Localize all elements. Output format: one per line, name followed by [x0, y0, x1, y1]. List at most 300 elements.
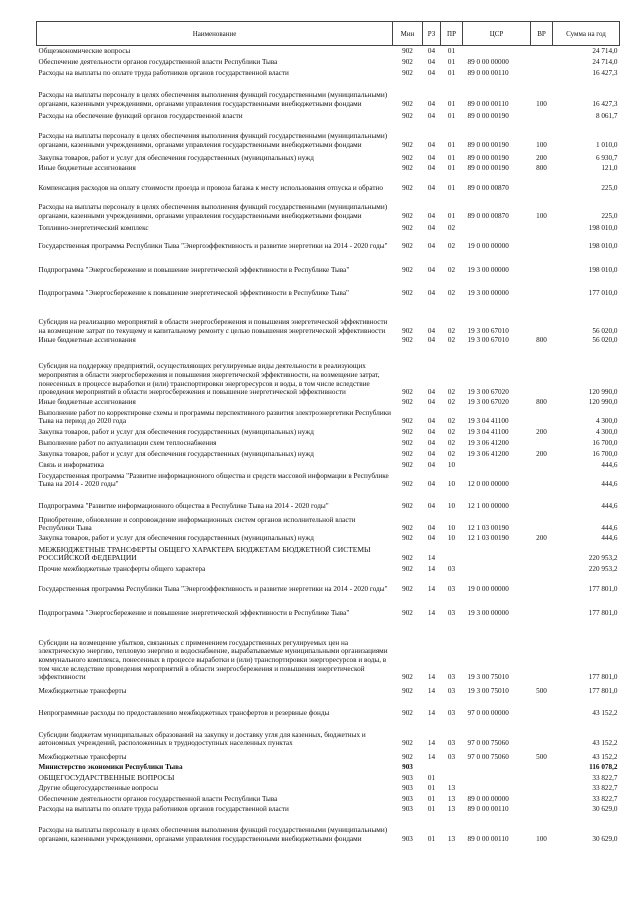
cell-name: Расходы на выплаты персоналу в целях обеспечения выполнения функций государственными (муниципальными) органами, казенными учреждениями, органами управления государственными внебюджетными фондами	[38, 132, 388, 149]
cell-rz: 04	[427, 524, 436, 533]
cell-name: Закупка товаров, работ и услуг для обеспечения государственных (муниципальных) нужд	[38, 534, 314, 543]
cell-name: Подпрограмма "Энергосбережение к повышение энергетической эффективности в Республике Тыва"	[38, 288, 349, 297]
cell-vr	[531, 719, 553, 749]
cell-rz: 04	[427, 326, 436, 335]
header-vr: ВР	[531, 22, 553, 46]
cell-pr: 02	[447, 336, 456, 345]
cell-pr: 03	[447, 565, 456, 574]
cell-rz: 04	[427, 111, 436, 120]
header-pr: ПР	[441, 22, 463, 46]
cell-vr	[531, 346, 553, 398]
cell-sum: 8 061,7	[595, 111, 618, 120]
header-min: Мин	[393, 22, 423, 46]
cell-rz: 01	[427, 794, 436, 803]
cell-min: 902	[402, 480, 413, 489]
table-row	[37, 719, 620, 749]
cell-pr: 01	[447, 99, 456, 108]
table-row	[37, 398, 620, 408]
cell-csr: 12 1 03 00190	[467, 534, 509, 543]
cell-csr: 12 1 03 00190	[467, 524, 509, 533]
cell-csr: 19 3 00 00000	[467, 288, 509, 297]
cell-pr: 10	[447, 524, 456, 533]
cell-rz: 04	[427, 288, 436, 297]
cell-csr: 89 0 00 00190	[467, 163, 509, 172]
cell-pr: 01	[447, 140, 456, 149]
table-row	[37, 564, 620, 575]
cell-csr: 19 3 04 41100	[467, 428, 509, 437]
table-row	[37, 173, 620, 193]
cell-vr	[531, 46, 553, 57]
cell-vr	[531, 438, 553, 449]
cell-sum: 220 953,2	[588, 554, 618, 563]
cell-vr	[531, 221, 553, 233]
cell-vr: 500	[536, 753, 547, 762]
cell-vr: 100	[536, 140, 547, 149]
cell-min: 902	[402, 111, 413, 120]
cell-sum: 33 822,7	[592, 794, 618, 803]
table-row	[37, 251, 620, 275]
cell-vr	[531, 233, 553, 251]
cell-name: Расходы на выплаты персоналу в целях обеспечения выполнения функций государственными (муниципальными) органами, казенными учреждениями, органами управления государственными внебюджетными фондами	[38, 826, 388, 843]
header-csr: ЦСР	[463, 22, 531, 46]
cell-sum: 43 152,2	[592, 709, 618, 718]
table-row	[37, 193, 620, 221]
cell-sum: 4 300,0	[595, 417, 618, 426]
cell-pr: 03	[447, 739, 456, 748]
cell-sum: 177 801,0	[588, 585, 618, 594]
cell-vr	[531, 697, 553, 719]
cell-vr	[531, 490, 553, 512]
cell-pr: 10	[447, 502, 456, 511]
cell-pr: 02	[447, 450, 456, 459]
cell-rz: 04	[427, 241, 436, 250]
cell-sum: 198 010,0	[588, 223, 618, 232]
cell-min: 903	[402, 804, 413, 813]
cell-sum: 43 152,2	[592, 753, 618, 762]
cell-min: 902	[402, 565, 413, 574]
cell-vr: 100	[536, 834, 547, 843]
cell-name: Расходы на выплаты по оплате труда работников органов государственной власти	[38, 68, 289, 77]
cell-min: 902	[402, 398, 413, 407]
cell-name: Компенсация расходов на оплату стоимости проезда и провоза багажа к месту использования отпуска и обратно	[38, 183, 383, 192]
cell-vr	[531, 763, 553, 773]
cell-name: Иные бюджетные ассигнования	[38, 163, 136, 172]
cell-rz: 14	[427, 709, 436, 718]
cell-name: Межбюджетные трансферты	[38, 753, 127, 762]
cell-rz: 14	[427, 739, 436, 748]
cell-pr: 13	[447, 834, 456, 843]
cell-name: Связь и информатика	[38, 461, 104, 470]
cell-rz: 04	[427, 183, 436, 192]
table-row	[37, 793, 620, 804]
cell-sum: 220 953,2	[588, 565, 618, 574]
table-row	[37, 346, 620, 398]
cell-min: 903	[402, 834, 413, 843]
table-row	[37, 57, 620, 68]
table-body	[37, 46, 620, 845]
cell-csr: 19 0 00 00000	[467, 585, 509, 594]
cell-name: МЕЖБЮДЖЕТНЫЕ ТРАНСФЕРТЫ ОБЩЕГО ХАРАКТЕРА БЮДЖЕТАМ БЮДЖЕТНОЙ СИСТЕМЫ РОССИЙСКОЙ ФЕДЕРАЦИИ	[38, 544, 371, 563]
cell-csr: 97 0 00 00000	[467, 709, 509, 718]
cell-vr: 200	[536, 428, 547, 437]
cell-min: 902	[402, 417, 413, 426]
cell-sum: 177 801,0	[588, 687, 618, 696]
cell-vr	[531, 471, 553, 490]
cell-sum: 56 020,0	[592, 326, 618, 335]
cell-pr: 02	[447, 326, 456, 335]
cell-pr: 02	[447, 388, 456, 397]
cell-rz: 04	[427, 461, 436, 470]
table-row	[37, 763, 620, 773]
cell-csr: 19 3 00 67020	[467, 398, 509, 407]
cell-pr: 03	[447, 687, 456, 696]
cell-csr: 89 0 00 00110	[467, 804, 509, 813]
cell-rz: 04	[427, 223, 436, 232]
cell-sum: 444,6	[601, 480, 618, 489]
cell-vr	[531, 595, 553, 619]
cell-min: 902	[402, 265, 413, 274]
cell-pr	[441, 544, 463, 564]
cell-name: Обеспечение деятельности органов государственной власти Республики Тыва	[38, 57, 278, 66]
cell-name: Министерство экономики Республики Тыва	[38, 762, 183, 771]
table-row	[37, 595, 620, 619]
cell-pr: 01	[447, 211, 456, 220]
table-row	[37, 697, 620, 719]
cell-vr	[531, 564, 553, 575]
cell-rz: 14	[427, 673, 436, 682]
cell-name: Непрограммные расходы по предоставлению межбюджетных трансфертов и резервные фонды	[38, 709, 330, 718]
cell-name: Закупка товаров, работ и услуг для обеспечения государственных (муниципальных) нужд	[38, 153, 314, 162]
cell-pr: 03	[447, 753, 456, 762]
header-sum: Сумма на год	[553, 22, 620, 46]
cell-pr: 02	[447, 288, 456, 297]
cell-pr	[441, 763, 463, 773]
header-name: Наименование	[37, 22, 393, 46]
cell-name: Приобретение, обновление и сопровождение информационных систем органов исполнительной власти Республики Тыва	[38, 515, 356, 533]
cell-min: 902	[402, 461, 413, 470]
cell-vr	[531, 173, 553, 193]
cell-rz: 04	[427, 336, 436, 345]
cell-name: Расходы на обеспечение функций органов государственной власти	[38, 111, 243, 120]
cell-vr	[531, 619, 553, 683]
cell-csr	[463, 460, 531, 471]
cell-min: 902	[402, 585, 413, 594]
cell-sum: 16 427,3	[592, 99, 618, 108]
cell-rz: 01	[427, 783, 436, 792]
cell-vr	[531, 298, 553, 336]
cell-csr: 12 0 00 00000	[467, 480, 509, 489]
table-row	[37, 336, 620, 346]
cell-csr	[463, 564, 531, 575]
cell-sum: 225,0	[601, 183, 618, 192]
cell-rz	[423, 763, 441, 773]
cell-sum: 4 300,0	[595, 428, 618, 437]
cell-vr	[531, 110, 553, 122]
cell-name: Иные бюджетные ассигнования	[38, 398, 136, 407]
cell-name: Расходы на выплаты персоналу в целях обеспечения выполнения функций государственными (муниципальными) органами, казенными учреждениями, органами управления государственными внебюджетными фондами	[38, 91, 388, 108]
cell-rz: 04	[427, 211, 436, 220]
cell-rz: 04	[427, 534, 436, 543]
cell-csr: 89 0 00 00110	[467, 99, 509, 108]
cell-name: Межбюджетные трансферты	[38, 687, 127, 696]
cell-min: 902	[402, 439, 413, 448]
cell-name: Общеэкономические вопросы	[38, 46, 131, 55]
cell-name: Государственная программа Республики Тыва "Энергоэффективность и развитие энергетики на 2014 - 2020 годы"	[38, 585, 388, 594]
cell-min: 902	[402, 211, 413, 220]
cell-name: Выполнение работ по корректировке схемы и программы перспективного развития электроэнергетики Республики Тыва на период до 2020 года	[38, 408, 392, 426]
cell-sum: 16 700,0	[592, 450, 618, 459]
cell-min: 902	[402, 450, 413, 459]
table-row	[37, 46, 620, 57]
cell-min: 903	[402, 794, 413, 803]
cell-sum: 225,0	[601, 211, 618, 220]
cell-csr: 19 3 00 75010	[467, 687, 509, 696]
table-row	[37, 804, 620, 814]
table-row	[37, 460, 620, 471]
cell-csr: 19 3 00 00000	[467, 609, 509, 618]
cell-vr	[531, 512, 553, 534]
cell-csr	[463, 783, 531, 793]
cell-pr: 10	[447, 480, 456, 489]
cell-rz: 04	[427, 398, 436, 407]
table-row	[37, 275, 620, 298]
table-row	[37, 749, 620, 763]
cell-name: Субсидии бюджетам муниципальных образований на закупку и доставку угля для казенных, бюджетных и автономных учреждений, расположенных в труднодоступных населенных пунктах	[38, 730, 366, 748]
cell-vr	[531, 460, 553, 471]
cell-rz: 14	[427, 753, 436, 762]
cell-rz: 04	[427, 502, 436, 511]
cell-name: Расходы на выплаты персоналу в целях обеспечения выполнения функций государственными (муниципальными) органами, казенными учреждениями, органами управления государственными внебюджетными фондами	[38, 202, 388, 220]
cell-sum: 177 801,0	[588, 673, 618, 682]
table-row	[37, 783, 620, 793]
cell-rz: 04	[427, 163, 436, 172]
cell-csr: 89 0 00 00000	[467, 57, 509, 66]
cell-sum: 444,6	[601, 534, 618, 543]
cell-pr	[441, 772, 463, 783]
cell-min: 902	[402, 428, 413, 437]
cell-pr: 02	[447, 439, 456, 448]
cell-pr: 03	[447, 609, 456, 618]
cell-pr: 02	[447, 241, 456, 250]
cell-rz: 01	[427, 804, 436, 813]
cell-csr: 19 3 06 41200	[467, 450, 509, 459]
cell-pr: 03	[447, 709, 456, 718]
cell-vr	[531, 251, 553, 275]
cell-vr	[531, 57, 553, 68]
cell-rz: 04	[427, 417, 436, 426]
cell-pr: 02	[447, 417, 456, 426]
table-row	[37, 449, 620, 460]
cell-name: Закупка товаров, работ и услуг для обеспечения государственных (муниципальных) нужд	[38, 428, 314, 437]
cell-rz: 04	[427, 99, 436, 108]
cell-pr: 01	[447, 68, 456, 77]
cell-vr	[531, 772, 553, 783]
cell-rz: 14	[427, 554, 436, 563]
cell-min: 903	[402, 773, 413, 782]
cell-name: Расходы на выплаты по оплате труда работников органов государственной власти	[38, 804, 289, 813]
cell-csr: 19 3 00 67020	[467, 388, 509, 397]
cell-sum: 1 010,0	[595, 140, 618, 149]
table-row	[37, 408, 620, 427]
cell-sum: 56 020,0	[592, 336, 618, 345]
cell-sum: 43 152,2	[592, 739, 618, 748]
cell-vr: 800	[536, 163, 547, 172]
cell-csr	[463, 221, 531, 233]
table-row	[37, 512, 620, 534]
table-row	[37, 233, 620, 251]
cell-sum: 30 629,0	[592, 834, 618, 843]
cell-name: Субсидии на возмещение убытков, связанных с применением государственных регулируемых цен на электрическую энергию, тепловую энергию и водоснабжение, вырабатываемые муниципальными организациями коммунального комплекса, понесенных в процессе выработки и (или) транспортировки энергоресурсов и воды, в том числе вследствие проведения мероприятий в области энергосбережения и повышения энергетической эффективности	[38, 638, 388, 682]
cell-min: 902	[402, 288, 413, 297]
table-row	[37, 471, 620, 490]
cell-csr: 89 0 00 00870	[467, 183, 509, 192]
cell-rz: 14	[427, 585, 436, 594]
cell-csr: 19 3 00 00000	[467, 265, 509, 274]
cell-csr: 89 0 00 00190	[467, 140, 509, 149]
cell-name: Государственная программа "Развитие информационного общества и средств массовой информации в Республике Тыва на 2014 - 2020 годы"	[38, 471, 389, 489]
cell-pr: 13	[447, 783, 456, 792]
cell-rz: 04	[427, 68, 436, 77]
cell-vr: 500	[536, 687, 547, 696]
table-row	[37, 164, 620, 174]
cell-pr: 03	[447, 673, 456, 682]
cell-min: 902	[402, 502, 413, 511]
cell-pr: 01	[447, 183, 456, 192]
cell-sum: 444,6	[601, 461, 618, 470]
cell-csr: 97 0 00 75060	[467, 739, 509, 748]
cell-csr: 12 1 00 00000	[467, 502, 509, 511]
cell-rz: 04	[427, 57, 436, 66]
cell-vr	[531, 408, 553, 427]
budget-document	[36, 21, 619, 844]
cell-min: 902	[402, 709, 413, 718]
table-row	[37, 298, 620, 336]
cell-sum: 198 010,0	[588, 241, 618, 250]
cell-min: 902	[402, 57, 413, 66]
cell-min: 903	[402, 783, 413, 792]
cell-rz: 04	[427, 153, 436, 162]
cell-vr	[531, 544, 553, 564]
table-row	[37, 534, 620, 544]
cell-sum: 444,6	[601, 502, 618, 511]
cell-pr: 13	[447, 804, 456, 813]
cell-name: Субсидия на поддержку предприятий, осуществляющих регулируемые виды деятельности в реализующих мероприятия в области энергосбережения и повышения энергетической эффективности, на возмещение затрат, понесенных в процессе выработки и (или) транспортировки энергоресурсов и воды, в том числе вследствие проведения мероприятий в области энергосбережения и повышение энергетической эффективности	[38, 362, 380, 397]
table-row	[37, 110, 620, 122]
cell-vr: 100	[536, 211, 547, 220]
cell-rz: 04	[427, 265, 436, 274]
cell-sum: 120 990,0	[588, 398, 618, 407]
cell-pr: 10	[447, 534, 456, 543]
cell-min: 902	[402, 241, 413, 250]
cell-rz: 04	[427, 388, 436, 397]
table-row	[37, 68, 620, 79]
cell-csr: 89 0 00 00110	[467, 68, 509, 77]
table-row	[37, 490, 620, 512]
cell-vr: 200	[536, 153, 547, 162]
cell-min: 902	[402, 753, 413, 762]
cell-sum: 16 427,3	[592, 68, 618, 77]
cell-rz: 04	[427, 428, 436, 437]
cell-name: Иные бюджетные ассигнования	[38, 336, 136, 345]
cell-csr: 89 0 00 00190	[467, 111, 509, 120]
cell-min: 902	[402, 534, 413, 543]
cell-sum: 198 010,0	[588, 265, 618, 274]
cell-csr	[463, 763, 531, 773]
table-row	[37, 122, 620, 151]
cell-sum: 116 078,2	[589, 762, 618, 771]
cell-vr: 200	[536, 450, 547, 459]
cell-name: Выполнение работ по актуализации схем теплоснабжения	[38, 439, 217, 448]
cell-csr: 97 0 00 75060	[467, 753, 509, 762]
cell-vr	[531, 793, 553, 804]
cell-name: Государственная программа Республики Тыва "Энергоэффективность и развитие энергетики на 2014 - 2020 годы"	[38, 241, 388, 250]
cell-csr: 19 3 00 67010	[467, 326, 509, 335]
cell-min: 902	[402, 739, 413, 748]
cell-sum: 6 930,7	[595, 153, 618, 162]
cell-csr: 19 3 04 41100	[467, 417, 509, 426]
cell-min: 902	[402, 140, 413, 149]
cell-vr	[531, 575, 553, 595]
cell-rz: 04	[427, 480, 436, 489]
cell-pr: 02	[447, 265, 456, 274]
cell-min: 903	[402, 762, 413, 771]
cell-csr: 19 3 06 41200	[467, 439, 509, 448]
table-row	[37, 619, 620, 683]
cell-min: 902	[402, 326, 413, 335]
cell-min: 902	[402, 183, 413, 192]
cell-min: 902	[402, 336, 413, 345]
cell-vr	[531, 275, 553, 298]
cell-csr: 19 3 00 75010	[467, 673, 509, 682]
cell-rz: 04	[427, 46, 436, 55]
cell-min: 902	[402, 46, 413, 55]
cell-csr: 19 0 00 00000	[467, 241, 509, 250]
cell-vr: 800	[536, 398, 547, 407]
cell-sum: 33 822,7	[592, 773, 618, 782]
cell-csr: 89 0 00 00000	[467, 794, 509, 803]
cell-pr: 01	[447, 111, 456, 120]
cell-vr: 100	[536, 99, 547, 108]
cell-name: Обеспечение деятельности органов государственной власти Республики Тыва	[38, 794, 278, 803]
cell-pr: 02	[447, 428, 456, 437]
cell-sum: 444,6	[601, 524, 618, 533]
cell-min: 902	[402, 99, 413, 108]
cell-min: 902	[402, 153, 413, 162]
cell-csr: 19 3 00 67010	[467, 336, 509, 345]
cell-csr	[463, 772, 531, 783]
cell-vr	[531, 68, 553, 79]
table-row	[37, 151, 620, 164]
table-row	[37, 683, 620, 697]
cell-rz: 04	[427, 140, 436, 149]
cell-pr: 02	[447, 223, 456, 232]
cell-rz: 14	[427, 687, 436, 696]
cell-min: 902	[402, 524, 413, 533]
cell-min: 902	[402, 163, 413, 172]
cell-min: 902	[402, 609, 413, 618]
cell-sum: 24 714,0	[592, 57, 618, 66]
cell-vr	[531, 783, 553, 793]
cell-csr	[463, 46, 531, 57]
cell-rz: 14	[427, 609, 436, 618]
cell-name: Подпрограмма "Развитие информационного общества в Республике Тыва на 2014 - 2020 годы"	[38, 502, 329, 511]
cell-name: Закупка товаров, работ и услуг для обеспечения государственных (муниципальных) нужд	[38, 450, 314, 459]
cell-rz: 14	[427, 565, 436, 574]
cell-min: 902	[402, 223, 413, 232]
cell-name: ОБЩЕГОСУДАРСТВЕННЫЕ ВОПРОСЫ	[38, 772, 175, 782]
header-rz: РЗ	[423, 22, 441, 46]
table-row	[37, 772, 620, 783]
